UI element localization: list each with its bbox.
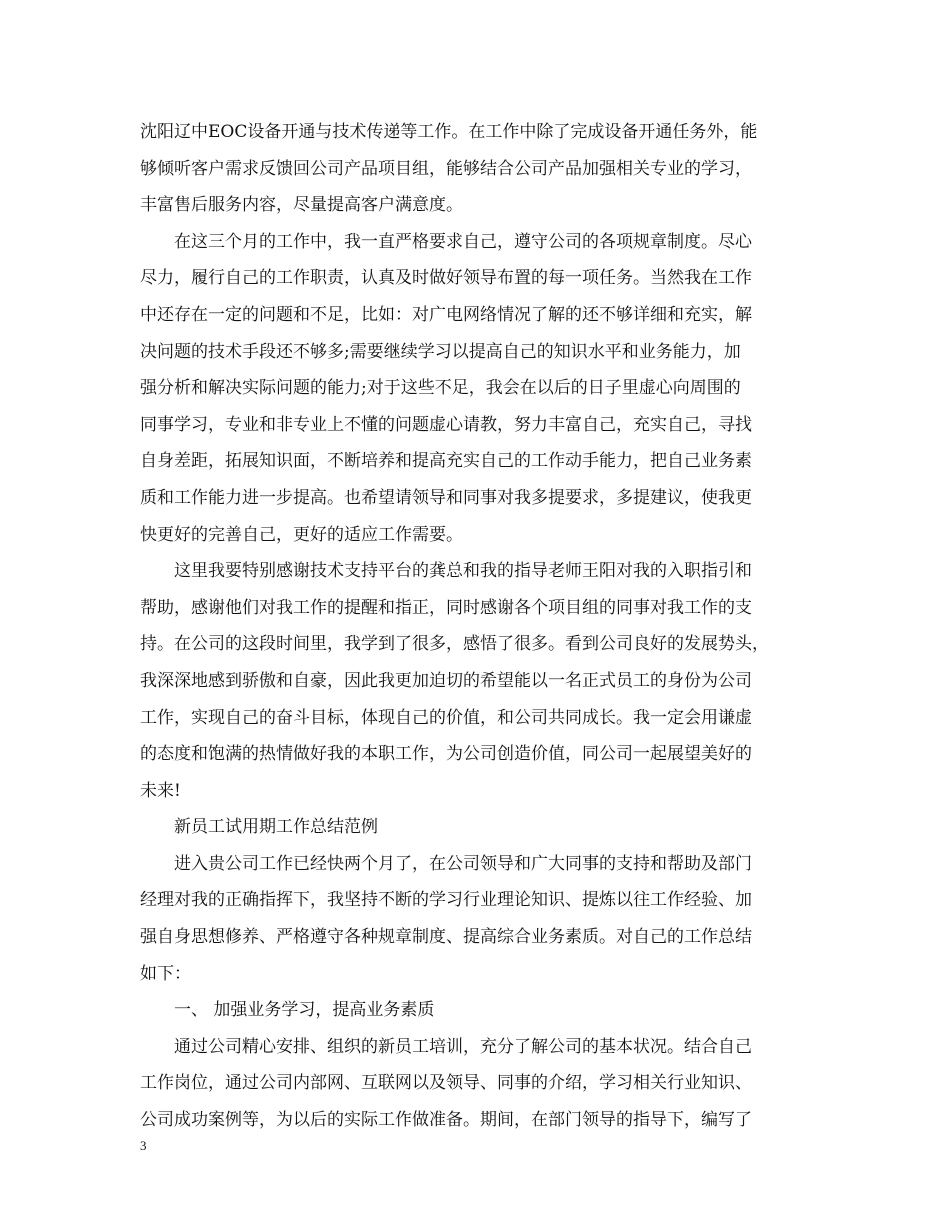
text-line: 持。在公司的这段时间里，我学到了很多，感悟了很多。看到公司良好的发展势头， bbox=[140, 634, 769, 655]
paragraph-start-line: 在这三个月的工作中，我一直严格要求自己，遵守公司的各项规章制度。尽心 bbox=[174, 231, 752, 252]
text-line: 未来! bbox=[140, 780, 181, 801]
text-line: 同事学习，专业和非专业上不懂的问题虚心请教，努力丰富自己，充实自己，寻找 bbox=[140, 414, 752, 435]
text-line: 工作，实现自己的奋斗目标，体现自己的价值，和公司共同成长。我一定会用谦虚 bbox=[140, 707, 752, 728]
text-line: 尽力，履行自己的工作职责，认真及时做好领导布置的每一项任务。当然我在工作 bbox=[140, 268, 752, 289]
paragraph-start-line: 这里我要特别感谢技术支持平台的龚总和我的指导老师王阳对我的入职指引和 bbox=[174, 561, 752, 582]
text-line: 决问题的技术手段还不够多;需要继续学习以提高自己的知识水平和业务能力，加 bbox=[140, 341, 741, 362]
text-line: 强分析和解决实际问题的能力;对于这些不足，我会在以后的日子里虚心向周围的 bbox=[140, 378, 741, 399]
text-line: 强自身思想修养、严格遵守各种规章制度、提高综合业务素质。对自己的工作总结 bbox=[140, 927, 752, 948]
text-line: 工作岗位，通过公司内部网、互联网以及领导、同事的介绍，学习相关行业知识、 bbox=[140, 1073, 752, 1094]
text-line: 快更好的完善自己，更好的适应工作需要。 bbox=[140, 524, 463, 545]
paragraph-start-line: 通过公司精心安排、组织的新员工培训，充分了解公司的基本状况。结合自己 bbox=[174, 1036, 752, 1057]
text-line: 如下： bbox=[140, 963, 191, 984]
text-line: 我深深地感到骄傲和自豪，因此我更加迫切的希望能以一名正式员工的身份为公司 bbox=[140, 670, 752, 691]
text-line: 丰富售后服务内容，尽量提高客户满意度。 bbox=[140, 195, 463, 216]
text-line: 的态度和饱满的热情做好我的本职工作，为公司创造价值，同公司一起展望美好的 bbox=[140, 744, 752, 765]
text-line: 中还存在一定的问题和不足，比如：对广电网络情况了解的还不够详细和充实，解 bbox=[140, 304, 752, 325]
document-body bbox=[140, 114, 830, 1139]
text-line: 经理对我的正确指挥下，我坚持不断的学习行业理论知识、提炼以往工作经验、加 bbox=[140, 890, 752, 911]
text-line: 自身差距，拓展知识面，不断培养和提高充实自己的工作动手能力，把自己业务素 bbox=[140, 451, 752, 472]
subsection-heading: 一、 加强业务学习，提高业务素质 bbox=[174, 1000, 435, 1021]
page-number: 3 bbox=[140, 1138, 147, 1153]
section-title: 新员工试用期工作总结范例 bbox=[174, 817, 378, 838]
paragraph-start-line: 进入贵公司工作已经快两个月了，在公司领导和广大同事的支持和帮助及部门 bbox=[174, 853, 752, 874]
text-line: 沈阳辽中EOC设备开通与技术传递等工作。在工作中除了完成设备开通任务外，能 bbox=[140, 122, 758, 142]
text-line: 质和工作能力进一步提高。也希望请领导和同事对我多提要求，多提建议，使我更 bbox=[140, 487, 752, 508]
text-line: 够倾听客户需求反馈回公司产品项目组，能够结合公司产品加强相关专业的学习， bbox=[140, 158, 752, 179]
text-line: 帮助，感谢他们对我工作的提醒和指正，同时感谢各个项目组的同事对我工作的支 bbox=[140, 597, 752, 618]
text-line: 公司成功案例等，为以后的实际工作做准备。期间，在部门领导的指导下，编写了 bbox=[140, 1110, 752, 1131]
